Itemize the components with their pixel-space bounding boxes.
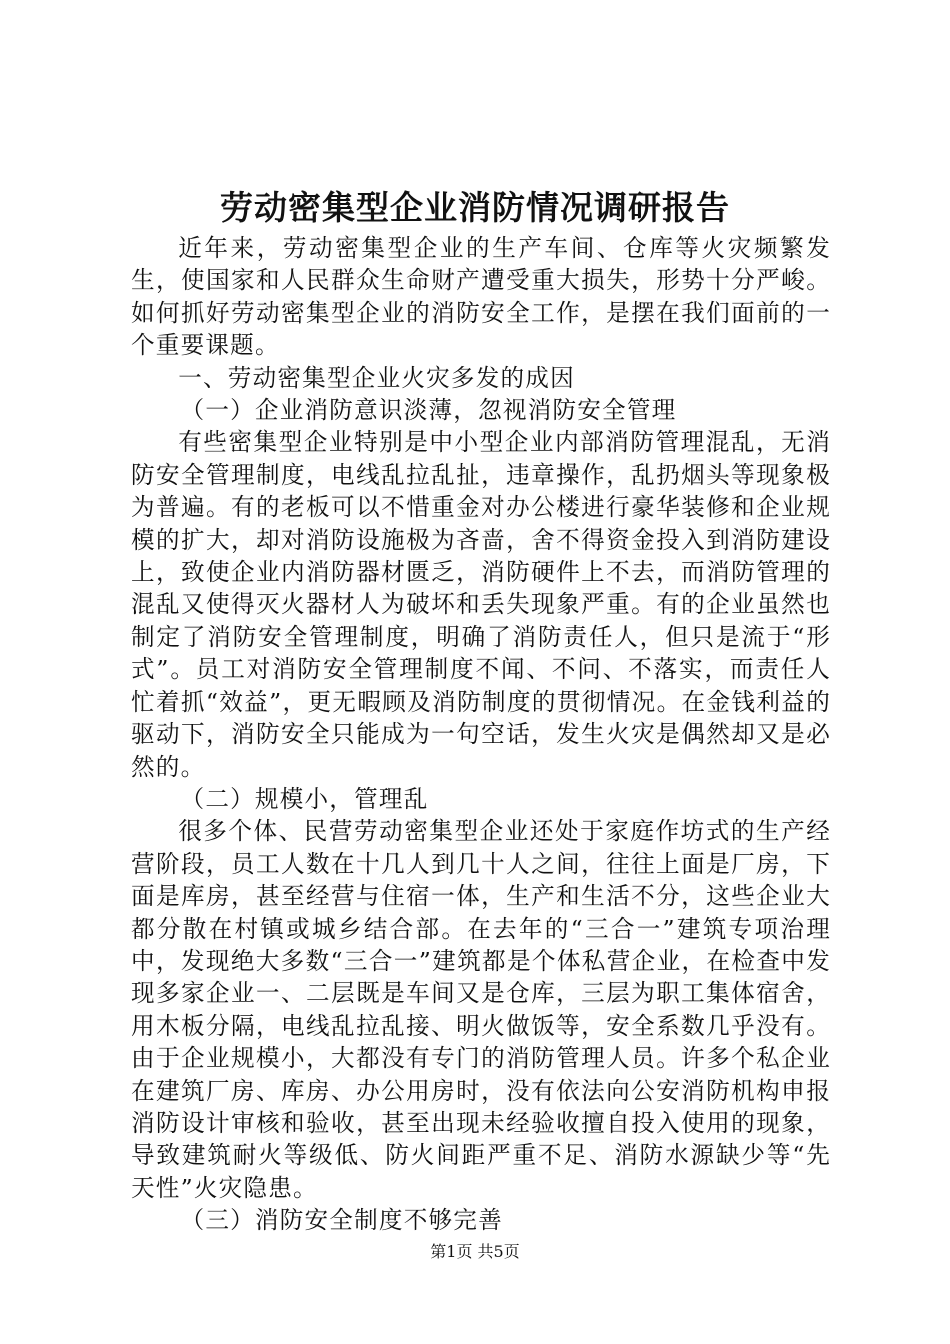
document-body (131, 232, 831, 1237)
paragraph-body-2: 很多个体、民营劳动密集型企业还处于家庭作坊式的生产经营阶段，员工人数在十几人到几十人之间，往往上面是厂房，下面是库房，甚至经营与住宿一体，生产和生活不分，这些企业大都分散在村镇或城乡结合部。在去年的“三合一”建筑专项治理中，发现绝大多数“三合一”建筑都是个体私营企业，在检查中发现多家企业一、二层既是车间又是仓库，三层为职工集体宿舍，用木板分隔，电线乱拉乱接、明火做饭等，安全系数几乎没有。由于企业规模小，大都没有专门的消防管理人员。许多个私企业在建筑厂房、库房、办公用房时，没有依法向公安消防机构申报消防设计审核和验收，甚至出现未经验收擅自投入使用的现象，导致建筑耐火等级低、防火间距严重不足、消防水源缺少等“先天性”火灾隐患。 (131, 817, 831, 1202)
paragraph-intro: 近年来，劳动密集型企业的生产车间、仓库等火灾频繁发生，使国家和人民群众生命财产遭受重大损失，形势十分严峻。如何抓好劳动密集型企业的消防安全工作，是摆在我们面前的一个重要课题。 (131, 234, 831, 360)
subsection-heading-1: （一）企业消防意识淡薄，忽视消防安全管理 (180, 396, 677, 425)
page-number-footer: 第1页 共5页 (430, 1242, 520, 1261)
section-heading-1: 一、劳动密集型企业火灾多发的成因 (178, 363, 575, 392)
subsection-heading-2: （二）规模小，管理乱 (180, 784, 429, 813)
subsection-heading-3: （三）消防安全制度不够完善 (180, 1206, 503, 1235)
document-title: 劳动密集型企业消防情况调研报告 (220, 188, 730, 227)
paragraph-body-1: 有些密集型企业特别是中小型企业内部消防管理混乱，无消防安全管理制度，电线乱拉乱扯，违章操作，乱扔烟头等现象极为普遍。有的老板可以不惜重金对办公楼进行豪华装修和企业规模的扩大，却对消防设施极为吝啬，舍不得资金投入到消防建设上，致使企业内消防器材匮乏，消防硬件上不去，而消防管理的混乱又使得灭火器材人为破坏和丢失现象严重。有的企业虽然也制定了消防安全管理制度，明确了消防责任人，但只是流于“形式”。员工对消防安全管理制度不闻、不问、不落实，而责任人忙着抓“效益”，更无暇顾及消防制度的贯彻情况。在金钱利益的驱动下，消防安全只能成为一句空话，发生火灾是偶然却又是必然的。 (131, 428, 831, 781)
